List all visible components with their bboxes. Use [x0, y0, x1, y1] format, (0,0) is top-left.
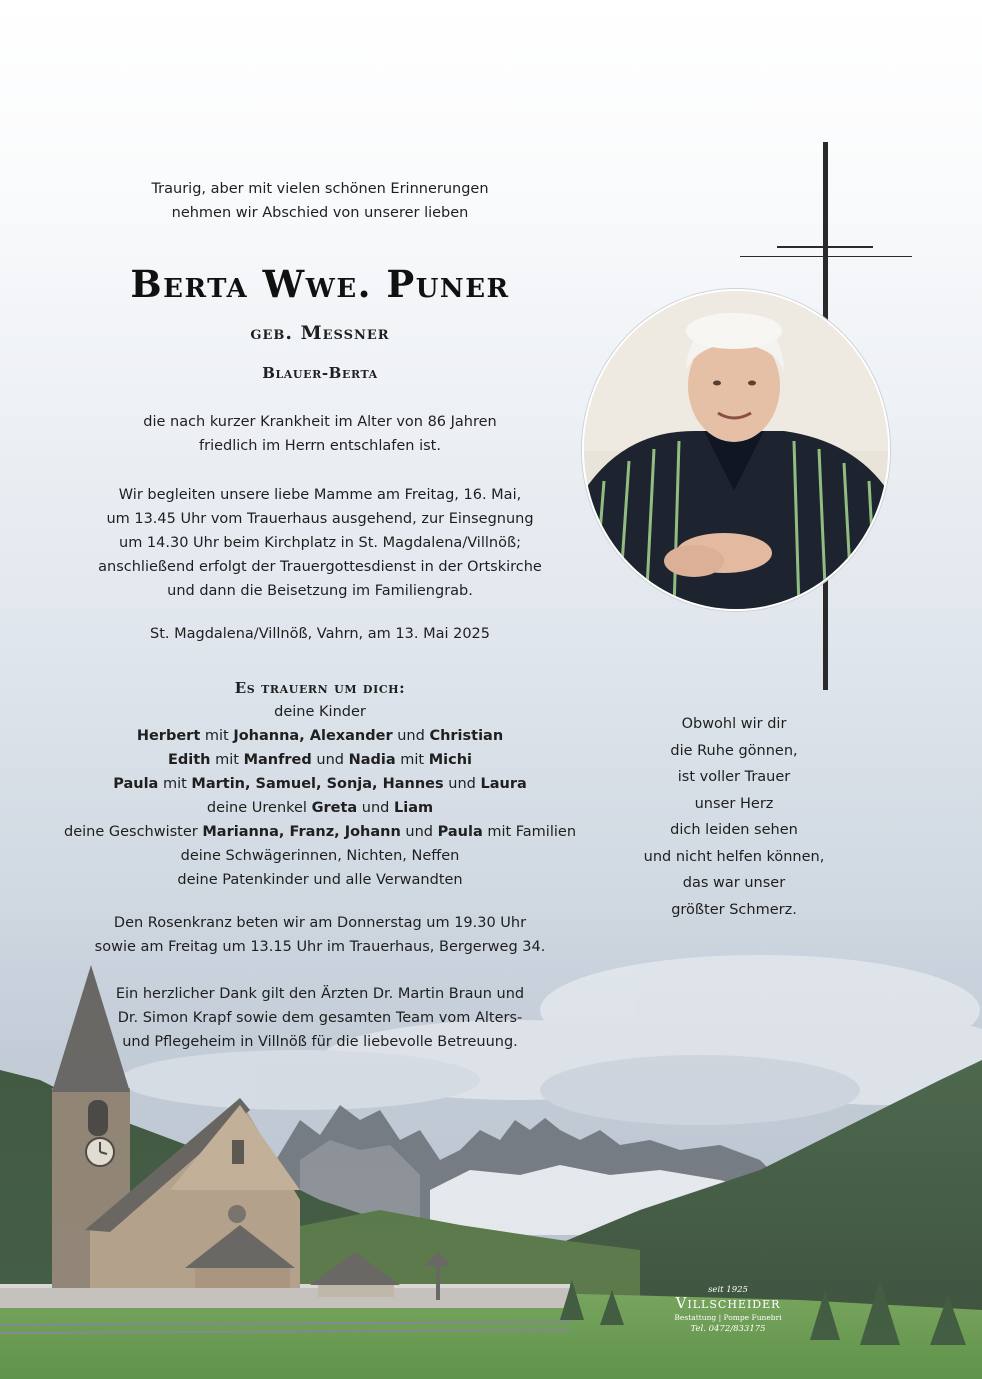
relatives-line: deine Patenkinder und alle Verwandten: [177, 872, 463, 888]
child-line: Herbert mit Johanna, Alexander und Christian: [136, 728, 504, 744]
birth-name: geb. Messner: [250, 322, 390, 344]
text-line: Ein herzlicher Dank gilt den Ärzten Dr. Martin Braun und: [115, 986, 525, 1002]
text-line: die nach kurzer Krankheit im Alter von 86 Jahren: [143, 414, 497, 430]
poem-line: ist voller Trauer: [677, 769, 791, 785]
cross-horizontal-bar: [777, 246, 873, 248]
poem-line: das war unser: [682, 875, 786, 891]
thanks-text: [40, 982, 600, 1054]
mourners-list: [40, 676, 600, 892]
text-line: Dr. Simon Krapf sowie dem gesamten Team vom Alters-: [117, 1010, 523, 1026]
funeral-details: [40, 483, 600, 603]
logo-since: seit 1925: [708, 1285, 748, 1295]
mourners-heading: Es trauern um dich:: [234, 679, 406, 697]
logo-phone: Tel. 0472/833175: [690, 1324, 766, 1334]
great-grandchildren-line: deine Urenkel Greta und Liam: [206, 800, 434, 816]
passing-text: [40, 410, 600, 458]
text-line: um 13.45 Uhr vom Trauerhaus ausgehend, zur Einsegnung: [106, 511, 534, 527]
poem-line: die Ruhe gönnen,: [670, 742, 798, 759]
nickname: Blauer-Berta: [262, 364, 378, 382]
text-line: und Pflegeheim in Villnöß für die liebevolle Betreuung.: [122, 1034, 518, 1050]
portrait-photo: [582, 289, 890, 611]
relatives-line: deine Schwägerinnen, Nichten, Neffen: [180, 848, 460, 864]
text-line: anschließend erfolgt der Trauergottesdienst in der Ortskirche: [98, 559, 542, 575]
text-line: Den Rosenkranz beten wir am Donnerstag um 19.30 Uhr: [113, 915, 527, 931]
children-label: deine Kinder: [274, 704, 366, 720]
intro-text: [40, 177, 600, 225]
poem-line: Obwohl wir dir: [681, 716, 787, 732]
text-line: um 14.30 Uhr beim Kirchplatz in St. Magdalena/Villnöß;: [119, 535, 521, 551]
child-line: Paula mit Martin, Samuel, Sonja, Hannes und Laura: [113, 776, 527, 792]
intro-line: nehmen wir Abschied von unserer lieben: [171, 205, 469, 221]
intro-line: Traurig, aber mit vielen schönen Erinnerungen: [151, 181, 489, 197]
rosary-text: [40, 911, 600, 959]
deceased-name: Berta Wwe. Puner: [130, 262, 510, 306]
text-line: sowie am Freitag um 13.15 Uhr im Trauerhaus, Bergerweg 34.: [94, 939, 546, 955]
cross-horizontal-line: [740, 256, 912, 257]
child-line: Edith mit Manfred und Nadia mit Michi: [167, 752, 473, 768]
logo-brand: Villscheider: [675, 1294, 781, 1312]
siblings-line: deine Geschwister Marianna, Franz, Johann und Paula mit Familien: [63, 824, 577, 840]
place-date: St. Magdalena/Villnöß, Vahrn, am 13. Mai 2025: [149, 626, 490, 642]
text-line: und dann die Beisetzung im Familiengrab.: [167, 583, 473, 599]
poem-line: dich leiden sehen: [670, 822, 798, 838]
text-line: Wir begleiten unsere liebe Mamme am Freitag, 16. Mai,: [118, 487, 522, 503]
funeral-home-logo: [648, 1285, 808, 1335]
portrait-illustration: [584, 291, 888, 609]
poem-line: größter Schmerz.: [671, 901, 797, 918]
poem-line: unser Herz: [694, 795, 774, 812]
text-line: friedlich im Herrn entschlafen ist.: [199, 438, 441, 454]
poem: [620, 711, 848, 923]
logo-tagline: Bestattung | Pompe Funebri: [674, 1313, 782, 1322]
poem-line: und nicht helfen können,: [643, 848, 825, 865]
